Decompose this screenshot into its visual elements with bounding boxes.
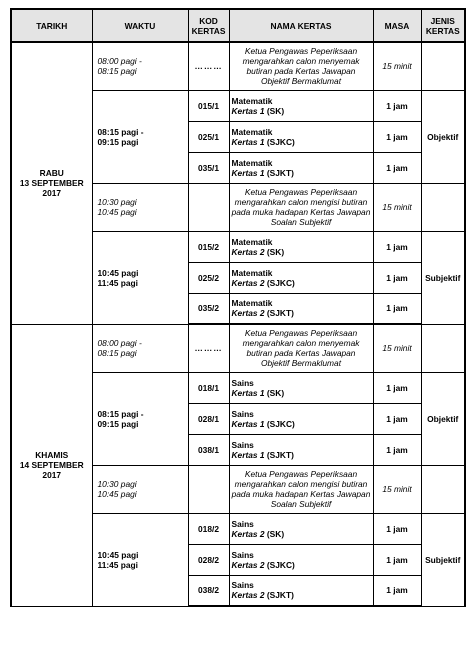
header-jenis-line2: KERTAS bbox=[425, 25, 460, 36]
header-waktu-label: WAKTU bbox=[124, 20, 156, 31]
masa-cell bbox=[373, 42, 421, 90]
kod-cell bbox=[188, 42, 229, 90]
paper-stream: (SK) bbox=[266, 246, 285, 257]
masa-cell bbox=[373, 544, 421, 575]
paper-stream: (SJKC) bbox=[266, 277, 295, 288]
day-year: 2017 bbox=[42, 470, 62, 480]
jenis-cell bbox=[421, 90, 465, 183]
paper-number: Kertas 1 bbox=[231, 136, 265, 147]
paper-number: Kertas 1 bbox=[231, 105, 265, 116]
masa-cell bbox=[373, 324, 421, 372]
time-start: 08:00 pagi - bbox=[97, 338, 142, 348]
kod-cell bbox=[188, 372, 229, 403]
paper-subject: Sains bbox=[231, 518, 254, 529]
paper-subject: Matematik bbox=[231, 298, 273, 309]
instruction-text: Ketua Pengawas Peperiksaan mengarahkan calon mengisi butiran pada muka hadapan Kertas Jawapan Soalan Subjektif bbox=[231, 187, 371, 227]
kod-cell bbox=[188, 434, 229, 465]
masa-value: 1 jam bbox=[386, 413, 408, 424]
masa-cell bbox=[373, 372, 421, 403]
paper-detail-line bbox=[232, 388, 371, 398]
time-cell bbox=[92, 324, 188, 372]
instruction-text: Ketua Pengawas Peperiksaan mengarahkan calon menyemak butiran pada Kertas Jawapan Objektif Bermaklumat bbox=[242, 46, 360, 87]
masa-cell bbox=[373, 465, 421, 513]
time-start: 10:30 pagi bbox=[97, 479, 137, 489]
masa-value: 1 jam bbox=[386, 272, 408, 283]
jenis-cell-empty bbox=[421, 465, 465, 513]
masa-cell bbox=[373, 403, 421, 434]
paper-stream: (SJKC) bbox=[266, 136, 295, 147]
paper-code: 018/2 bbox=[198, 523, 219, 534]
time-start: 08:15 pagi - bbox=[97, 126, 144, 137]
kod-cell bbox=[188, 262, 229, 293]
masa-cell bbox=[373, 121, 421, 152]
paper-detail-line bbox=[232, 590, 371, 600]
paper-subject: Matematik bbox=[231, 95, 273, 106]
time-start: 10:45 pagi bbox=[97, 549, 139, 560]
paper-number: Kertas 2 bbox=[231, 277, 265, 288]
time-cell bbox=[92, 42, 188, 90]
paper-detail-line bbox=[232, 450, 371, 460]
paper-detail-line bbox=[232, 529, 371, 539]
paper-stream: (SK) bbox=[266, 387, 285, 398]
paper-stream: (SJKT) bbox=[266, 167, 294, 178]
day-date: 13 SEPTEMBER bbox=[19, 178, 84, 189]
paper-detail-line bbox=[232, 308, 371, 318]
kod-cell bbox=[188, 231, 229, 262]
time-cell bbox=[92, 231, 188, 324]
day-year: 2017 bbox=[42, 188, 62, 199]
masa-value: 1 jam bbox=[386, 523, 408, 534]
jenis-cell-empty bbox=[421, 324, 465, 372]
paper-name-cell bbox=[229, 152, 373, 183]
time-end: 10:45 pagi bbox=[97, 489, 137, 499]
masa-cell bbox=[373, 231, 421, 262]
paper-code: 035/1 bbox=[198, 162, 219, 173]
day-name: KHAMIS bbox=[35, 450, 69, 460]
paper-name-cell bbox=[229, 231, 373, 262]
masa-cell bbox=[373, 513, 421, 544]
header-nama-label: NAMA KERTAS bbox=[270, 20, 332, 31]
paper-number: Kertas 2 bbox=[231, 528, 265, 539]
time-start: 08:00 pagi - bbox=[97, 56, 142, 67]
paper-code: 025/2 bbox=[198, 272, 219, 283]
header-jenis-line1: JENIS bbox=[430, 15, 455, 26]
paper-subject: Sains bbox=[231, 549, 254, 560]
paper-detail-line bbox=[232, 247, 371, 257]
paper-subject: Matematik bbox=[231, 236, 273, 247]
paper-name-cell bbox=[229, 544, 373, 575]
jenis-value: Objektif bbox=[427, 131, 459, 142]
jenis-cell bbox=[421, 231, 465, 324]
kod-cell bbox=[188, 293, 229, 324]
kod-cell bbox=[188, 324, 229, 372]
instruction-text: Ketua Pengawas Peperiksaan mengarahkan calon mengisi butiran pada muka hadapan Kertas Jawapan Soalan Subjektif bbox=[231, 469, 371, 509]
paper-code: 015/2 bbox=[198, 241, 219, 252]
instruction-cell bbox=[229, 42, 373, 90]
paper-subject-line bbox=[232, 580, 371, 590]
masa-value: 1 jam bbox=[386, 303, 408, 314]
paper-number: Kertas 1 bbox=[231, 167, 265, 178]
paper-number: Kertas 1 bbox=[231, 418, 265, 429]
paper-number: Kertas 2 bbox=[231, 590, 265, 601]
jenis-cell-empty bbox=[421, 183, 465, 231]
time-end: 09:15 pagi bbox=[97, 136, 139, 147]
time-start: 10:45 pagi bbox=[97, 267, 139, 278]
paper-stream: (SJKT) bbox=[266, 308, 294, 319]
jenis-cell bbox=[421, 372, 465, 465]
paper-number: Kertas 1 bbox=[231, 387, 265, 398]
day-cell bbox=[11, 42, 92, 324]
time-end: 09:15 pagi bbox=[97, 418, 139, 429]
instruction-cell bbox=[229, 465, 373, 513]
paper-name-cell bbox=[229, 90, 373, 121]
paper-subject: Sains bbox=[231, 439, 254, 450]
header-row bbox=[11, 9, 465, 42]
paper-number: Kertas 2 bbox=[231, 308, 265, 319]
paper-subject-line bbox=[232, 127, 371, 137]
paper-stream: (SJKC) bbox=[266, 559, 295, 570]
paper-number: Kertas 1 bbox=[231, 449, 265, 460]
paper-code: 025/1 bbox=[198, 131, 219, 142]
paper-subject-line bbox=[232, 440, 371, 450]
kod-cell bbox=[188, 90, 229, 121]
header-kod-kertas bbox=[188, 9, 229, 42]
paper-detail-line bbox=[232, 106, 371, 116]
paper-detail-line bbox=[232, 168, 371, 178]
time-cell bbox=[92, 513, 188, 606]
kod-cell bbox=[188, 121, 229, 152]
paper-detail-line bbox=[232, 560, 371, 570]
paper-code: 028/1 bbox=[198, 413, 219, 424]
paper-stream: (SK) bbox=[266, 528, 285, 539]
jenis-cell-empty bbox=[421, 42, 465, 90]
masa-value: 1 jam bbox=[386, 585, 408, 596]
paper-detail-line bbox=[232, 278, 371, 288]
jenis-value: Subjektif bbox=[425, 554, 461, 565]
masa-cell bbox=[373, 575, 421, 606]
paper-subject-line bbox=[232, 550, 371, 560]
header-nama-kertas bbox=[229, 9, 373, 42]
time-cell bbox=[92, 465, 188, 513]
paper-code: 018/1 bbox=[198, 382, 219, 393]
paper-subject: Sains bbox=[231, 377, 254, 388]
time-end: 08:15 pagi bbox=[97, 66, 137, 77]
paper-detail-line bbox=[232, 419, 371, 429]
paper-code: 038/2 bbox=[198, 585, 219, 596]
paper-code: 028/2 bbox=[198, 554, 219, 565]
paper-stream: (SJKC) bbox=[266, 418, 295, 429]
paper-code: 038/1 bbox=[198, 444, 219, 455]
time-start: 10:30 pagi bbox=[97, 197, 137, 207]
masa-value: 1 jam bbox=[386, 131, 408, 142]
jenis-value: Objektif bbox=[427, 413, 459, 424]
paper-name-cell bbox=[229, 403, 373, 434]
paper-subject-line bbox=[232, 268, 371, 278]
masa-value: 15 minit bbox=[382, 202, 412, 212]
time-cell bbox=[92, 372, 188, 465]
masa-value: 1 jam bbox=[386, 444, 408, 455]
paper-code: 035/2 bbox=[198, 303, 219, 314]
paper-name-cell bbox=[229, 121, 373, 152]
masa-cell bbox=[373, 293, 421, 324]
jenis-cell bbox=[421, 513, 465, 606]
paper-subject: Sains bbox=[231, 580, 254, 591]
masa-cell bbox=[373, 183, 421, 231]
kod-cell bbox=[188, 575, 229, 606]
header-kod-line2: KERTAS bbox=[191, 25, 226, 36]
time-end: 11:45 pagi bbox=[97, 559, 139, 570]
time-end: 10:45 pagi bbox=[97, 207, 137, 217]
instruction-cell bbox=[229, 324, 373, 372]
masa-value: 1 jam bbox=[386, 241, 408, 252]
header-waktu bbox=[92, 9, 188, 42]
time-cell bbox=[92, 183, 188, 231]
paper-subject-line bbox=[232, 519, 371, 529]
masa-cell bbox=[373, 262, 421, 293]
paper-name-cell bbox=[229, 513, 373, 544]
kod-placeholder: ……… bbox=[194, 61, 223, 72]
paper-number: Kertas 2 bbox=[231, 559, 265, 570]
paper-subject: Sains bbox=[231, 408, 254, 419]
paper-subject-line bbox=[232, 96, 371, 106]
masa-value: 15 minit bbox=[382, 484, 412, 494]
instruction-text: Ketua Pengawas Peperiksaan mengarahkan calon menyemak butiran pada Kertas Jawapan Objektif Bermaklumat bbox=[242, 328, 360, 369]
masa-value: 15 minit bbox=[382, 343, 412, 354]
paper-code: 015/1 bbox=[198, 100, 219, 111]
paper-subject-line bbox=[232, 409, 371, 419]
time-start: 08:15 pagi - bbox=[97, 408, 144, 419]
paper-number: Kertas 2 bbox=[231, 246, 265, 257]
masa-value: 1 jam bbox=[386, 162, 408, 173]
kod-cell bbox=[188, 403, 229, 434]
exam-schedule-table bbox=[10, 8, 466, 607]
masa-value: 1 jam bbox=[386, 554, 408, 565]
kod-cell bbox=[188, 513, 229, 544]
kod-placeholder: ……… bbox=[194, 343, 223, 354]
exam-schedule-sheet bbox=[10, 8, 466, 607]
paper-stream: (SK) bbox=[266, 105, 285, 116]
kod-cell bbox=[188, 544, 229, 575]
header-masa-label: MASA bbox=[384, 20, 410, 31]
header-kod-line1: KOD bbox=[199, 15, 218, 26]
header-masa bbox=[373, 9, 421, 42]
paper-name-cell bbox=[229, 262, 373, 293]
masa-value: 1 jam bbox=[386, 382, 408, 393]
time-end: 08:15 pagi bbox=[97, 348, 137, 358]
paper-name-cell bbox=[229, 372, 373, 403]
masa-value: 1 jam bbox=[386, 100, 408, 111]
paper-stream: (SJKT) bbox=[266, 590, 294, 601]
paper-stream: (SJKT) bbox=[266, 449, 294, 460]
time-cell bbox=[92, 90, 188, 183]
paper-subject: Matematik bbox=[231, 267, 273, 278]
header-jenis-kertas bbox=[421, 9, 465, 42]
day-cell bbox=[11, 324, 92, 606]
kod-cell bbox=[188, 465, 229, 513]
kod-cell bbox=[188, 183, 229, 231]
jenis-value: Subjektif bbox=[425, 272, 461, 283]
paper-subject: Matematik bbox=[231, 126, 273, 137]
masa-cell bbox=[373, 90, 421, 121]
paper-subject-line bbox=[232, 378, 371, 388]
paper-subject-line bbox=[232, 237, 371, 247]
paper-name-cell bbox=[229, 434, 373, 465]
instruction-cell bbox=[229, 183, 373, 231]
masa-cell bbox=[373, 152, 421, 183]
paper-name-cell bbox=[229, 575, 373, 606]
time-end: 11:45 pagi bbox=[97, 277, 139, 288]
kod-cell bbox=[188, 152, 229, 183]
day-name: RABU bbox=[39, 168, 64, 179]
paper-subject-line bbox=[232, 298, 371, 308]
masa-value: 15 minit bbox=[382, 61, 412, 72]
schedule-body bbox=[11, 42, 465, 606]
briefing-row bbox=[11, 324, 465, 372]
briefing-row bbox=[11, 42, 465, 90]
day-date: 14 SEPTEMBER bbox=[19, 460, 84, 470]
paper-subject: Matematik bbox=[231, 157, 273, 168]
masa-cell bbox=[373, 434, 421, 465]
paper-name-cell bbox=[229, 293, 373, 324]
header-tarikh-label: TARIKH bbox=[36, 20, 68, 31]
header-tarikh bbox=[11, 9, 92, 42]
paper-detail-line bbox=[232, 137, 371, 147]
paper-subject-line bbox=[232, 158, 371, 168]
